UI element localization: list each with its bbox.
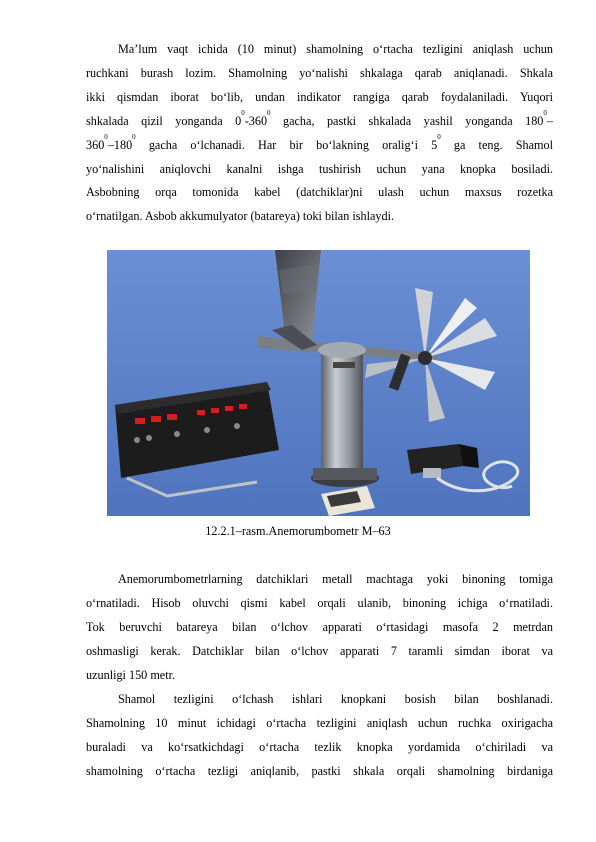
paragraph-1-line: ikki qismdan iborat bo‘lib, undan indikator rangiga qarab foydalaniladi. Yuqori xyxy=(86,89,553,104)
text-segment: gacha o‘lchanadi. Har bir bo‘lakning oralig‘i 5 xyxy=(135,137,438,152)
text-segment: -360 xyxy=(244,113,268,128)
paragraph-1-line: o‘rnatilgan. Asbob akkumulyator (batareya) toki bilan ishlaydi. xyxy=(86,209,394,224)
paragraph-1-line xyxy=(86,110,553,134)
paragraph-3-line: Shamol tezligini o‘lchash ishlari knopkani bosish bilan boshlanadi. xyxy=(118,692,553,706)
text-segment: ga teng. Shamol xyxy=(440,137,553,152)
paragraph-3-line: shamolning o‘rtacha tezligi aniqlanib, pastki shkala orqali shamolning birdaniga xyxy=(86,763,553,778)
superscript: 0 xyxy=(104,132,108,141)
superscript: 0 xyxy=(543,108,547,117)
paragraph-2 xyxy=(86,568,553,688)
paragraph-1-line: Asbobning orqa tomonida kabel (datchiklar)ni ulash uchun maxsus rozetka xyxy=(86,185,553,200)
text-segment: gacha, pastki shkalada yashil yonganda 180 xyxy=(270,113,544,128)
paragraph-2-line: uzunligi 150 metr. xyxy=(86,667,176,682)
paragraph-1-line: ruchkani burash lozim. Shamolning yo‘nalishi shkalaga qarab aniqlanadi. Shkala xyxy=(86,65,553,80)
superscript: 0 xyxy=(132,132,136,141)
device-illustration xyxy=(107,250,530,516)
paragraph-1-line: Ma’lum vaqt ichida (10 minut) shamolning o‘rtacha tezligini aniqlash uchun xyxy=(118,42,553,56)
paragraph-1-line xyxy=(86,134,553,158)
paragraph-1-line: yo‘nalishini aniqlovchi kanalni ishga tushirish uchun yana knopka bosiladi. xyxy=(86,161,553,176)
paragraph-2-line: o‘rnatiladi. Hisob oluvchi qismi kabel orqali ulanib, binoning ichiga o‘rnatiladi. xyxy=(86,595,553,610)
figure-caption: 12.2.1–rasm.Anemorumbometr M–63 xyxy=(205,524,391,538)
text-segment: – xyxy=(546,113,553,128)
text-segment: shkalada qizil yonganda 0 xyxy=(86,113,242,128)
text-segment: 360 xyxy=(86,137,105,152)
superscript: 0 xyxy=(241,108,245,117)
paragraph-3-line: buraladi va ko‘rsatkichdagi o‘rtacha tezlik knopka yordamida o‘chiriladi va xyxy=(86,739,553,754)
text-segment: –180 xyxy=(107,137,133,152)
superscript: 0 xyxy=(267,108,271,117)
mast xyxy=(321,350,363,480)
paragraph-2-line: oshmasligi kerak. Datchiklar bilan o‘lchov apparati 7 taramli simdan iborat va xyxy=(86,643,553,658)
paragraph-2-line: Anemorumbometrlarning datchiklari metall machtaga yoki binoning tomiga xyxy=(118,572,553,586)
paragraph-2-line: Tok beruvchi batareya bilan o‘lchov apparati o‘rtasidagi masofa 2 metrdan xyxy=(86,619,553,634)
superscript: 0 xyxy=(437,132,441,141)
paragraph-3 xyxy=(86,688,553,784)
paragraph-3-line: Shamolning 10 minut ichidagi o‘rtacha tezligini aniqlash uchun ruchka oxirigacha xyxy=(86,715,553,730)
paragraph-1 xyxy=(86,38,553,229)
anemorumbometer-photo xyxy=(107,250,530,516)
